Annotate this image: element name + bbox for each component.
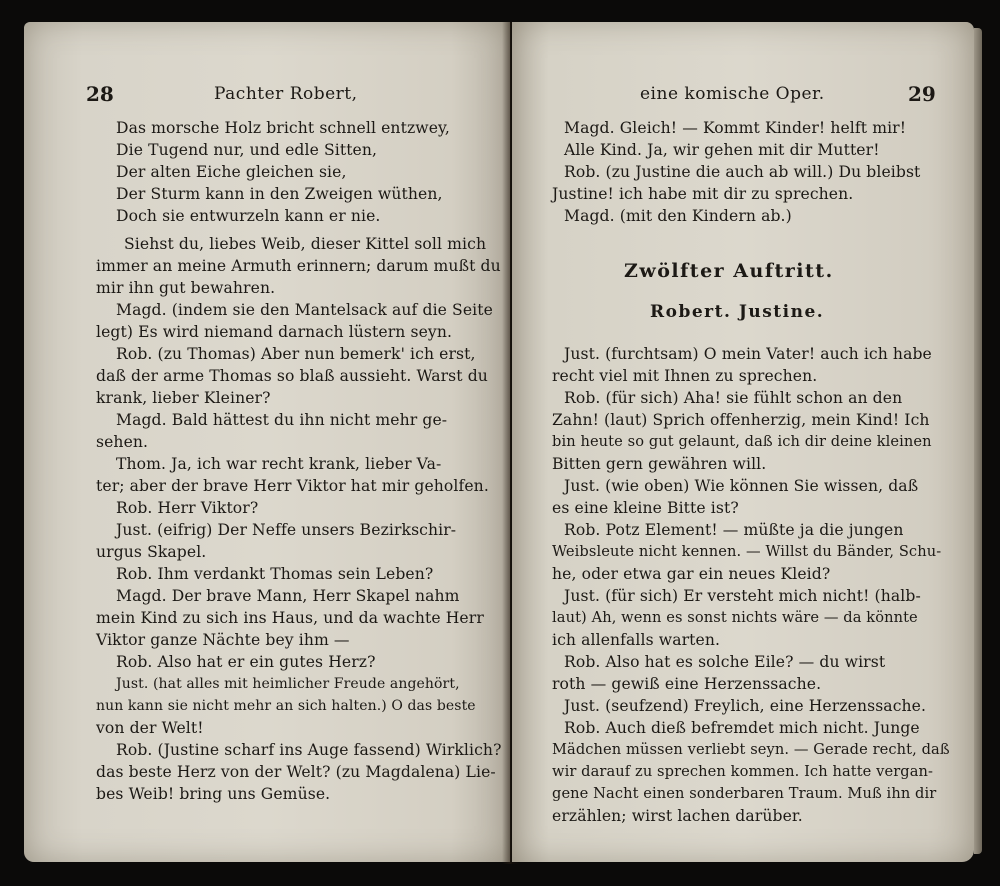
text-line: legt) Es wird niemand darnach lüstern seyn. (96, 323, 453, 341)
text-line: Rob. Potz Element! — müßte ja die jungen (564, 521, 904, 539)
left-text-block (24, 22, 510, 862)
scene-characters: Robert. Justine. (650, 302, 825, 322)
text-line: Siehst du, liebes Weib, dieser Kittel soll mich (124, 235, 487, 253)
text-line: Just. (seufzend) Freylich, eine Herzenssache. (564, 697, 927, 715)
text-line: Rob. Ihm verdankt Thomas sein Leben? (116, 565, 434, 583)
text-line: Magd. Bald hättest du ihn nicht mehr ge- (116, 411, 448, 429)
text-line: Bitten gern gewähren will. (552, 455, 767, 473)
text-line: he, oder etwa gar ein neues Kleid? (552, 565, 831, 583)
left-page (24, 22, 510, 862)
text-line: Just. (eifrig) Der Neffe unsers Bezirkschir- (116, 521, 457, 539)
text-line: nun kann sie nicht mehr an sich halten.) O das beste (96, 698, 476, 714)
text-line: Thom. Ja, ich war recht krank, lieber Va- (116, 455, 442, 473)
left-page-number: 28 (86, 82, 114, 106)
right-page-number: 29 (908, 82, 936, 106)
text-line: ter; aber der brave Herr Viktor hat mir geholfen. (96, 477, 489, 495)
text-line: Doch sie entwurzeln kann er nie. (116, 207, 381, 225)
text-line: von der Welt! (96, 719, 204, 737)
text-line: mir ihn gut bewahren. (96, 279, 276, 297)
text-line: daß der arme Thomas so blaß aussieht. Warst du (96, 367, 488, 385)
text-line: Mädchen müssen verliebt seyn. — Gerade recht, daß (552, 741, 950, 758)
text-line: Justine! ich habe mit dir zu sprechen. (552, 185, 854, 203)
text-line: es eine kleine Bitte ist? (552, 499, 739, 517)
scene-heading: Zwölfter Auftritt. (624, 260, 834, 282)
text-line: krank, lieber Kleiner? (96, 389, 271, 407)
text-line: erzählen; wirst lachen darüber. (552, 807, 803, 825)
text-line: Rob. Also hat es solche Eile? — du wirst (564, 653, 886, 671)
text-line: Der Sturm kann in den Zweigen wüthen, (116, 185, 443, 203)
right-page (512, 22, 974, 862)
text-line: Just. (hat alles mit heimlicher Freude angehört, (116, 676, 460, 692)
text-line: gene Nacht einen sonderbaren Traum. Muß ihn dir (552, 785, 937, 802)
left-running-head: Pachter Robert, (214, 84, 358, 104)
text-line: bin heute so gut gelaunt, daß ich dir deine kleinen (552, 433, 932, 450)
text-line: Zahn! (laut) Sprich offenherzig, mein Kind! Ich (552, 411, 930, 429)
right-text-block (512, 22, 974, 862)
text-line: urgus Skapel. (96, 543, 207, 561)
text-line: Rob. (zu Thomas) Aber nun bemerk' ich erst, (116, 345, 476, 363)
text-line: Rob. Auch dieß befremdet mich nicht. Junge (564, 719, 920, 737)
text-line: sehen. (96, 433, 149, 451)
text-line: ich allenfalls warten. (552, 631, 721, 649)
text-line: Die Tugend nur, und edle Sitten, (116, 141, 378, 159)
text-line: Rob. (zu Justine die auch ab will.) Du bleibst (564, 163, 921, 181)
text-line: das beste Herz von der Welt? (zu Magdalena) Lie- (96, 763, 496, 781)
text-line: Viktor ganze Nächte bey ihm — (96, 631, 350, 649)
text-line: Rob. Herr Viktor? (116, 499, 259, 517)
text-line: Just. (furchtsam) O mein Vater! auch ich habe (564, 345, 932, 363)
page-edges (974, 28, 982, 854)
text-line: Rob. (für sich) Aha! sie fühlt schon an den (564, 389, 903, 407)
text-line: Just. (wie oben) Wie können Sie wissen, daß (564, 477, 919, 495)
text-line: Rob. Also hat er ein gutes Herz? (116, 653, 376, 671)
text-line: roth — gewiß eine Herzenssache. (552, 675, 822, 693)
text-line: Der alten Eiche gleichen sie, (116, 163, 347, 181)
text-line: Just. (für sich) Er versteht mich nicht! (halb- (564, 587, 921, 605)
text-line: immer an meine Armuth erinnern; darum mußt du (96, 257, 501, 275)
text-line: Das morsche Holz bricht schnell entzwey, (116, 119, 450, 137)
text-line: Magd. Der brave Mann, Herr Skapel nahm (116, 587, 460, 605)
text-line: Rob. (Justine scharf ins Auge fassend) Wirklich? (116, 741, 502, 759)
text-line: recht viel mit Ihnen zu sprechen. (552, 367, 818, 385)
text-line: bes Weib! bring uns Gemüse. (96, 785, 331, 803)
text-line: laut) Ah, wenn es sonst nichts wäre — da könnte (552, 609, 918, 626)
text-line: wir darauf zu sprechen kommen. Ich hatte vergan- (552, 763, 934, 780)
text-line: mein Kind zu sich ins Haus, und da wachte Herr (96, 609, 484, 627)
right-running-head: eine komische Oper. (640, 84, 825, 104)
text-line: Weibsleute nicht kennen. — Willst du Bänder, Schu- (552, 543, 942, 560)
text-line: Magd. (indem sie den Mantelsack auf die Seite (116, 301, 493, 319)
text-line: Alle Kind. Ja, wir gehen mit dir Mutter! (564, 141, 880, 159)
text-line: Magd. Gleich! — Kommt Kinder! helft mir! (564, 119, 907, 137)
text-line: Magd. (mit den Kindern ab.) (564, 207, 792, 225)
